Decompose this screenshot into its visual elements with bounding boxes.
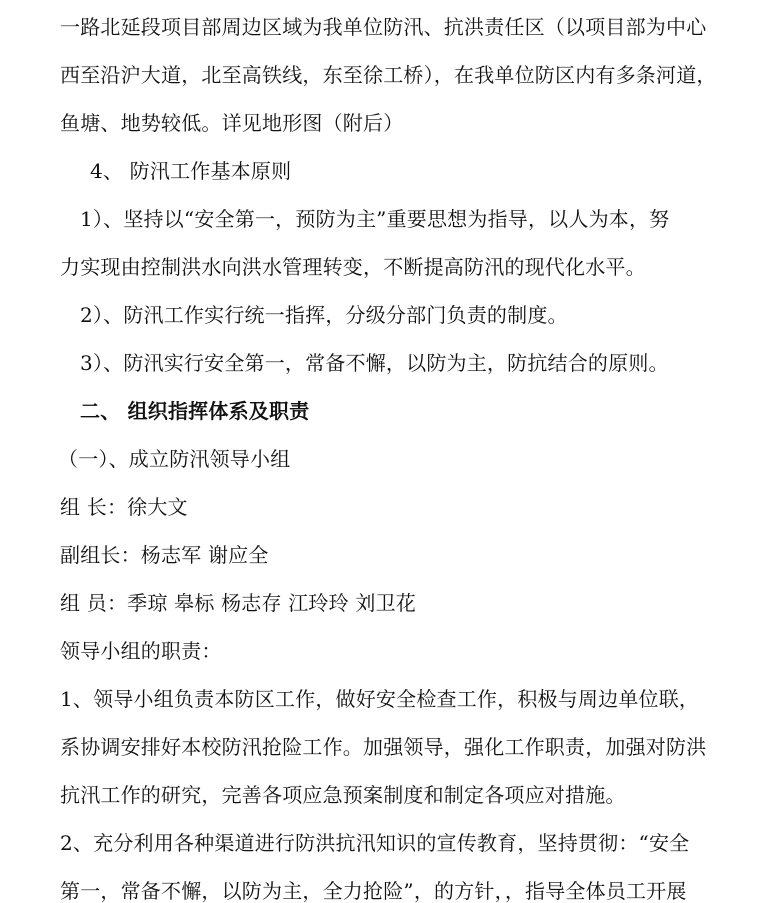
paragraph-line: 西至沿沪大道，北至高铁线，东至徐工桥），在我单位防区内有多条河道， [60,63,717,87]
paragraph-line: 领导小组的职责： [60,639,222,663]
section-heading: 4、 防汛工作基本原则 [90,159,292,183]
paragraph-line: 1）、坚持以“安全第一，预防为主”重要思想为指导，以人为本，努 [80,207,670,231]
paragraph-line: 力实现由控制洪水向洪水管理转变，不断提高防汛的现代化水平。 [60,255,646,279]
paragraph-line: 第一，常备不懈，以防为主，全力抢险”，的方针，，指导全体员工开展 [60,879,687,903]
section-heading: 二、 组织指挥体系及职责 [80,399,310,423]
subsection-heading: （一）、成立防汛领导小组 [58,447,291,471]
paragraph-line: 2）、防汛工作实行统一指挥，分级分部门负责的制度。 [80,303,568,327]
paragraph-line: 一路北延段项目部周边区域为我单位防汛、抗洪责任区（以项目部为中心 [60,15,707,39]
paragraph-line: 2、充分利用各种渠道进行防洪抗汛知识的宣传教育，坚持贯彻：“安全 [60,831,690,855]
paragraph-line: 1、领导小组负责本防区工作，做好安全检查工作，积极与周边单位联， [60,687,700,711]
paragraph-line: 组 员：季琼 皋标 杨志存 江玲玲 刘卫花 [60,591,416,615]
paragraph-line: 系协调安排好本校防汛抢险工作。加强领导，强化工作职责，加强对防洪 [60,735,707,759]
paragraph-line: 组 长：徐大文 [60,495,188,519]
paragraph-line: 3）、防汛实行安全第一，常备不懈，以防为主，防抗结合的原则。 [80,351,669,375]
paragraph-line: 抗汛工作的研究，完善各项应急预案制度和制定各项应对措施。 [60,783,626,807]
paragraph-line: 鱼塘、地势较低。详见地形图（附后） [60,111,404,135]
paragraph-line: 副组长：杨志军 谢应全 [60,543,269,567]
